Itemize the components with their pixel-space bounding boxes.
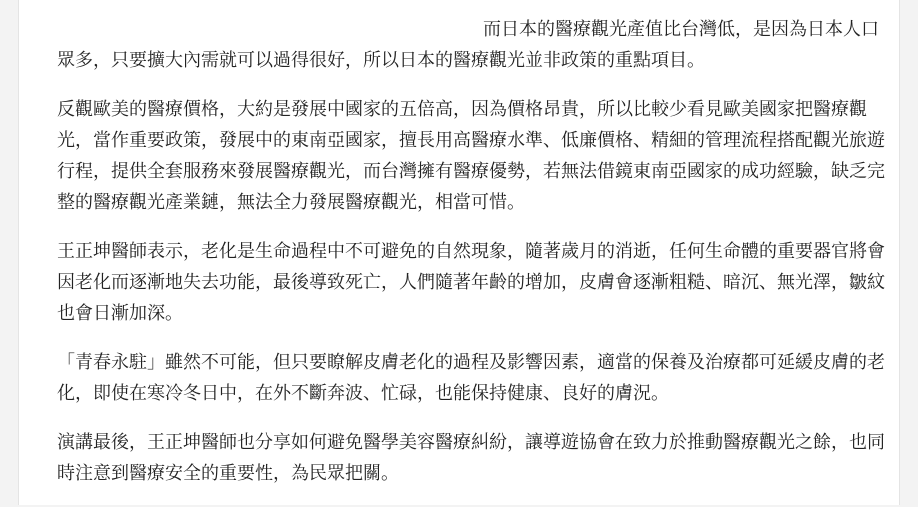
paragraph-western-pricing: 反觀歐美的醫療價格，大約是發展中國家的五倍高，因為價格昂貴，所以比較少看見歐美國家把醫療觀光，當作重要政策，發展中的東南亞國家，擅長用高醫療水準、低廉價格、精細的管理流程搭配觀光旅遊行程，提供全套服務來發展醫療觀光，而台灣擁有醫療優勢，若無法借鏡東南亞國家的成功經驗，缺乏完整的醫療觀光產業鏈，無法全力發展醫療觀光，相當可惜。 xyxy=(57,99,885,213)
article-body xyxy=(57,14,893,507)
article-page xyxy=(18,0,900,505)
paragraph-aging-skin: 王正坤醫師表示，老化是生命過程中不可避免的自然現象，隨著歲月的消逝，任何生命體的重要器官將會因老化而逐漸地失去功能，最後導致死亡，人們隨著年齡的增加，皮膚會逐漸粗糙、暗沉、無光澤，皺紋也會日漸加深。 xyxy=(57,241,885,324)
paragraph-japan-medical-tourism: 而日本的醫療觀光產值比台灣低，是因為日本人口眾多，只要擴大內需就可以過得很好，所以日本的醫療觀光並非政策的重點項目。 xyxy=(57,19,879,71)
paragraph-skin-care: 「青春永駐」雖然不可能，但只要瞭解皮膚老化的過程及影響因素，適當的保養及治療都可延緩皮膚的老化，即使在寒冷冬日中，在外不斷奔波、忙碌，也能保持健康、良好的膚況。 xyxy=(57,352,885,404)
paragraph-closing: 演講最後，王正坤醫師也分享如何避免醫學美容醫療糾紛，讓導遊協會在致力於推動醫療觀光之餘，也同時注意到醫療安全的重要性，為民眾把關。 xyxy=(57,432,885,484)
